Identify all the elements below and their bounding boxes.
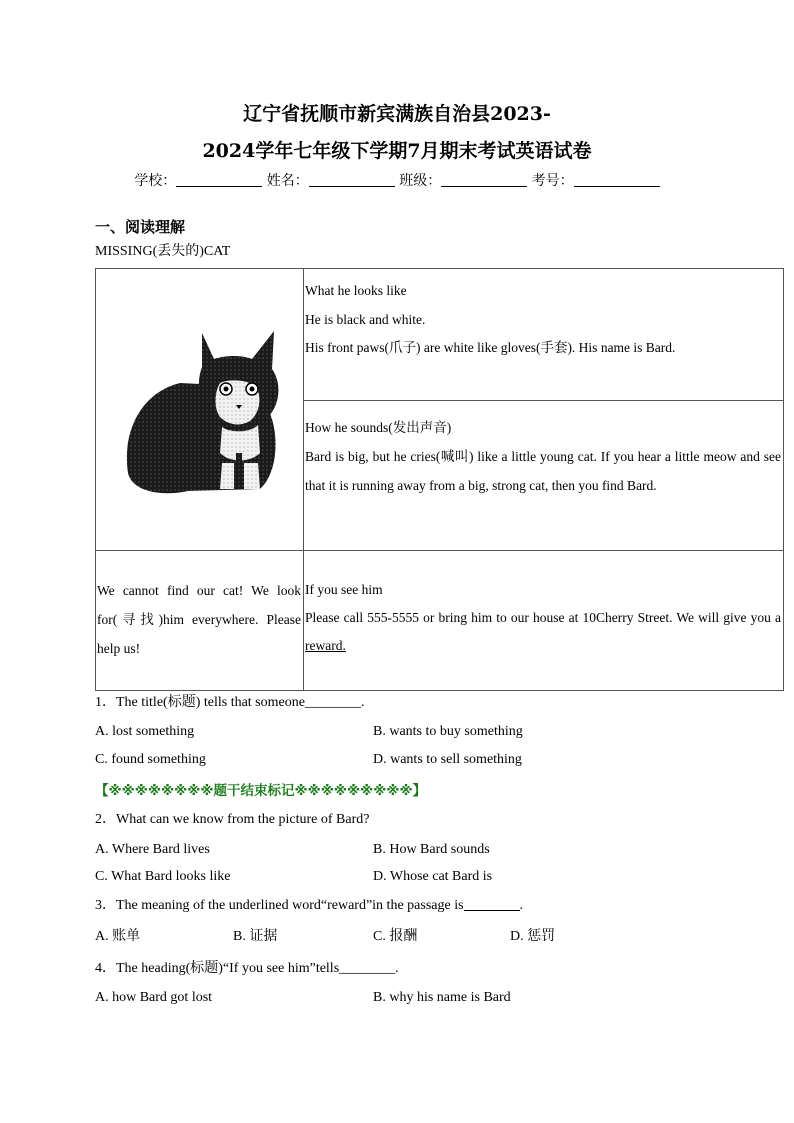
q2-option-a[interactable]: A. Where Bard lives xyxy=(95,842,210,857)
q1-option-b[interactable]: B. wants to buy something xyxy=(373,724,523,739)
plea-cell xyxy=(96,551,304,691)
see-him-text: Please call 555-5555 or bring him to our house at 10Cherry Street. We will give you a xyxy=(305,610,781,625)
name-blank[interactable] xyxy=(309,172,395,187)
passage-title: MISSING(丢失的)CAT xyxy=(95,244,231,259)
q4-option-b[interactable]: B. why his name is Bard xyxy=(373,990,511,1005)
q3-stem-end: . xyxy=(519,898,524,913)
see-him-cell xyxy=(304,551,784,691)
missing-cat-poster xyxy=(95,268,784,691)
exam-title-line2: 2024学年七年级下学期7月期末考试英语试卷 xyxy=(202,140,592,162)
q3-option-d[interactable]: D. 惩罚 xyxy=(510,929,556,944)
class-blank[interactable] xyxy=(441,172,527,187)
student-info-row xyxy=(0,171,794,191)
exam-title-line1: 辽宁省抚顺市新宾满族自治县2023- xyxy=(243,103,551,125)
looks-heading: What he looks like xyxy=(305,283,407,298)
q3-stem-text: 3．The meaning of the underlined word“reward”in the passage is xyxy=(95,898,464,913)
reward-word: reward. xyxy=(305,638,346,653)
school-label: 学校： xyxy=(134,173,177,189)
exam-number-blank[interactable] xyxy=(574,172,660,187)
q1-option-c[interactable]: C. found something xyxy=(95,752,206,767)
exam-number-label: 考号： xyxy=(531,173,574,189)
q1-option-d[interactable]: D. wants to sell something xyxy=(373,752,522,767)
sounds-text: Bard is big, but he cries(喊叫) like a little young cat. If you hear a little meow and see that it is running away from a big, strong cat, then you find Bard. xyxy=(305,449,781,493)
question-2-stem: 2．What can we know from the picture of Bard? xyxy=(95,812,370,827)
q2-option-b[interactable]: B. How Bard sounds xyxy=(373,842,490,857)
looks-line2: His front paws(爪子) are white like gloves(手套). His name is Bard. xyxy=(305,340,676,355)
plea-text: We cannot find our cat! We look for(寻找)him everywhere. Please help us! xyxy=(97,583,301,656)
question-1-stem: 1．The title(标题) tells that someone________. xyxy=(95,695,365,710)
q3-option-c[interactable]: C. 报酬 xyxy=(373,929,418,944)
q3-option-a[interactable]: A. 账单 xyxy=(95,929,141,944)
school-blank[interactable] xyxy=(176,172,262,187)
sounds-heading: How he sounds(发出声音) xyxy=(305,420,452,435)
q2-option-d[interactable]: D. Whose cat Bard is xyxy=(373,869,493,884)
q3-option-b[interactable]: B. 证据 xyxy=(233,929,278,944)
stem-end-marker: 【※※※※※※※※题干结束标记※※※※※※※※※】 xyxy=(95,783,427,799)
q1-option-a[interactable]: A. lost something xyxy=(95,724,195,739)
q2-option-c[interactable]: C. What Bard looks like xyxy=(95,869,231,884)
class-label: 班级： xyxy=(399,173,442,189)
looks-line1: He is black and white. xyxy=(305,311,426,327)
name-label: 姓名： xyxy=(266,173,309,189)
section-heading: 一、阅读理解 xyxy=(95,218,186,236)
q3-answer-blank xyxy=(464,897,520,911)
q4-option-a[interactable]: A. how Bard got lost xyxy=(95,990,213,1005)
cat-picture-cell xyxy=(96,269,304,551)
question-3-stem xyxy=(95,897,523,915)
looks-like-cell xyxy=(304,269,784,401)
question-4-stem: 4．The heading(标题)“If you see him”tells________. xyxy=(95,961,399,976)
sounds-cell xyxy=(304,401,784,551)
see-him-heading: If you see him xyxy=(305,582,383,597)
cat-illustration xyxy=(110,313,290,503)
